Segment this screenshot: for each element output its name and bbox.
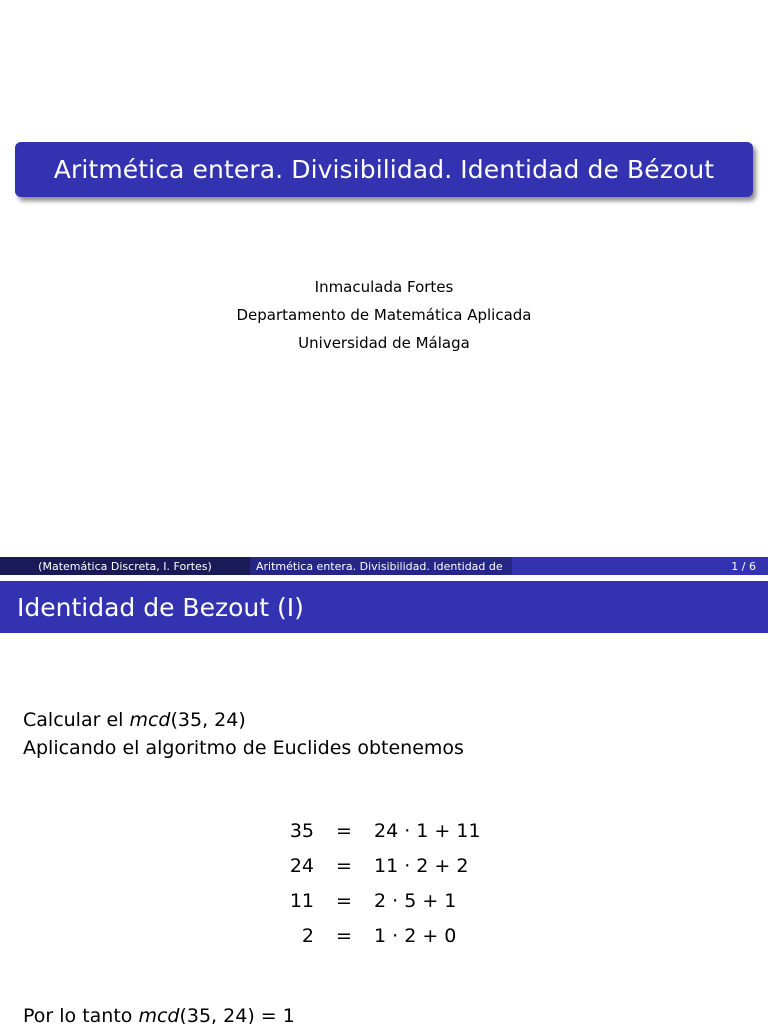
mcd-arguments: (35, 24) <box>170 709 246 731</box>
instruction-prefix: Calcular el <box>23 709 130 731</box>
mcd-function: mcd <box>129 709 171 731</box>
equation-rhs: 24 · 1 + 11 <box>374 819 481 842</box>
equation-lhs: 2 <box>301 924 314 947</box>
presentation-title: Aritmética entera. Divisibilidad. Identidad de Bézout <box>53 155 715 184</box>
equation-row <box>270 848 481 883</box>
conclusion-function: mcd <box>138 1005 180 1024</box>
conclusion-prefix: Por lo tanto <box>23 1005 139 1024</box>
conclusion-line <box>23 1005 295 1024</box>
instruction-line <box>23 706 464 734</box>
author-name: Inmaculada Fortes <box>314 278 454 296</box>
euclid-equations <box>270 813 481 953</box>
footer-title: Aritmética entera. Divisibilidad. Identidad de <box>250 557 512 575</box>
equation-equals: = <box>336 819 352 842</box>
equation-row <box>270 813 481 848</box>
equation-equals: = <box>336 889 352 912</box>
conclusion-result: (35, 24) = 1 <box>179 1005 295 1024</box>
equation-row <box>270 883 481 918</box>
slide-body <box>23 706 464 762</box>
equation-equals: = <box>336 854 352 877</box>
footer-author: (Matemática Discreta, I. Fortes) <box>0 557 250 575</box>
equation-row <box>270 918 481 953</box>
slide-footer <box>0 557 768 575</box>
equation-rhs: 1 · 2 + 0 <box>374 924 457 947</box>
frame-title: Identidad de Bezout (I) <box>0 581 768 633</box>
department-name: Departamento de Matemática Aplicada <box>236 306 532 324</box>
equation-rhs: 2 · 5 + 1 <box>374 889 457 912</box>
euclid-line: Aplicando el algoritmo de Euclides obtenemos <box>23 737 464 759</box>
equation-lhs: 24 <box>289 854 314 877</box>
equation-lhs: 35 <box>289 819 314 842</box>
equation-rhs: 11 · 2 + 2 <box>374 854 469 877</box>
footer-page-number: 1 / 6 <box>512 557 768 575</box>
title-box <box>15 142 753 197</box>
equation-equals: = <box>336 924 352 947</box>
author-block <box>0 273 768 357</box>
university-name: Universidad de Málaga <box>298 334 470 352</box>
equation-lhs: 11 <box>289 889 314 912</box>
